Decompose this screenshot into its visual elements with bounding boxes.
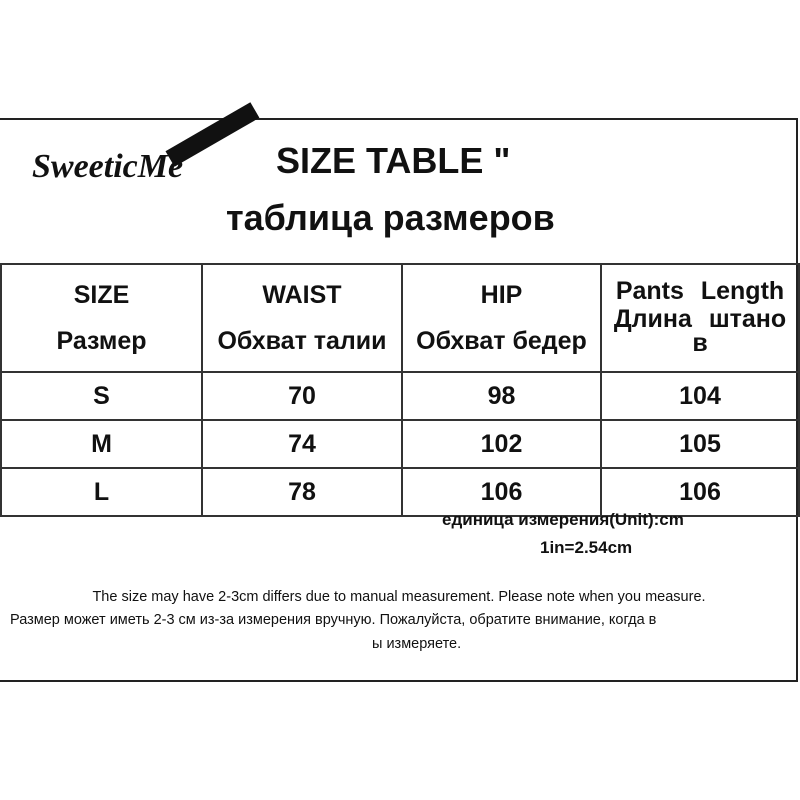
header-pants-length-en: Pants Length — [615, 277, 785, 305]
logo-text: SweeticMe — [32, 148, 184, 185]
note-russian-line2: ы измеряете. — [372, 636, 462, 652]
table-row — [1, 372, 799, 420]
header-pants-length — [601, 264, 799, 372]
header-waist-en: WAIST — [262, 281, 342, 309]
header-hip — [402, 264, 601, 372]
size-table — [0, 263, 800, 517]
header-waist-ru: Обхват талии — [217, 327, 387, 355]
cell-hip: 98 — [402, 372, 601, 420]
note-english: The size may have 2-3cm differs due to manual measurement. Please note when you measure. — [92, 589, 706, 605]
note-russian-line1: Размер может иметь 2-3 см из-за измерения вручную. Пожалуйста, обратите внимание, когда в — [10, 612, 657, 628]
title-english: SIZE TABLE " — [276, 140, 511, 181]
cell-hip: 106 — [402, 468, 601, 516]
cell-pants-length: 105 — [601, 420, 799, 468]
header-size-ru: Размер — [56, 327, 147, 355]
header-pants-length-ru: Длина штано — [613, 305, 787, 333]
unit-label: единица измерения(Unit):cm — [442, 510, 684, 529]
cell-hip: 102 — [402, 420, 601, 468]
table-row — [1, 468, 799, 516]
header-size — [1, 264, 202, 372]
title-russian: таблица размеров — [226, 197, 555, 238]
header-size-en: SIZE — [73, 281, 130, 309]
cell-size: L — [1, 468, 202, 516]
cell-size: M — [1, 420, 202, 468]
header-waist — [202, 264, 402, 372]
header-hip-en: HIP — [480, 281, 523, 309]
cell-pants-length: 104 — [601, 372, 799, 420]
header-pants-length-ru-cut: в — [692, 329, 708, 357]
cell-waist: 70 — [202, 372, 402, 420]
cell-waist: 74 — [202, 420, 402, 468]
brand-logo — [30, 128, 250, 198]
cell-size: S — [1, 372, 202, 420]
inch-conversion: 1in=2.54cm — [540, 538, 633, 557]
header-hip-ru: Обхват бедер — [416, 327, 587, 355]
cell-waist: 78 — [202, 468, 402, 516]
cell-pants-length: 106 — [601, 468, 799, 516]
table-row — [1, 420, 799, 468]
table-header-row — [1, 264, 799, 372]
